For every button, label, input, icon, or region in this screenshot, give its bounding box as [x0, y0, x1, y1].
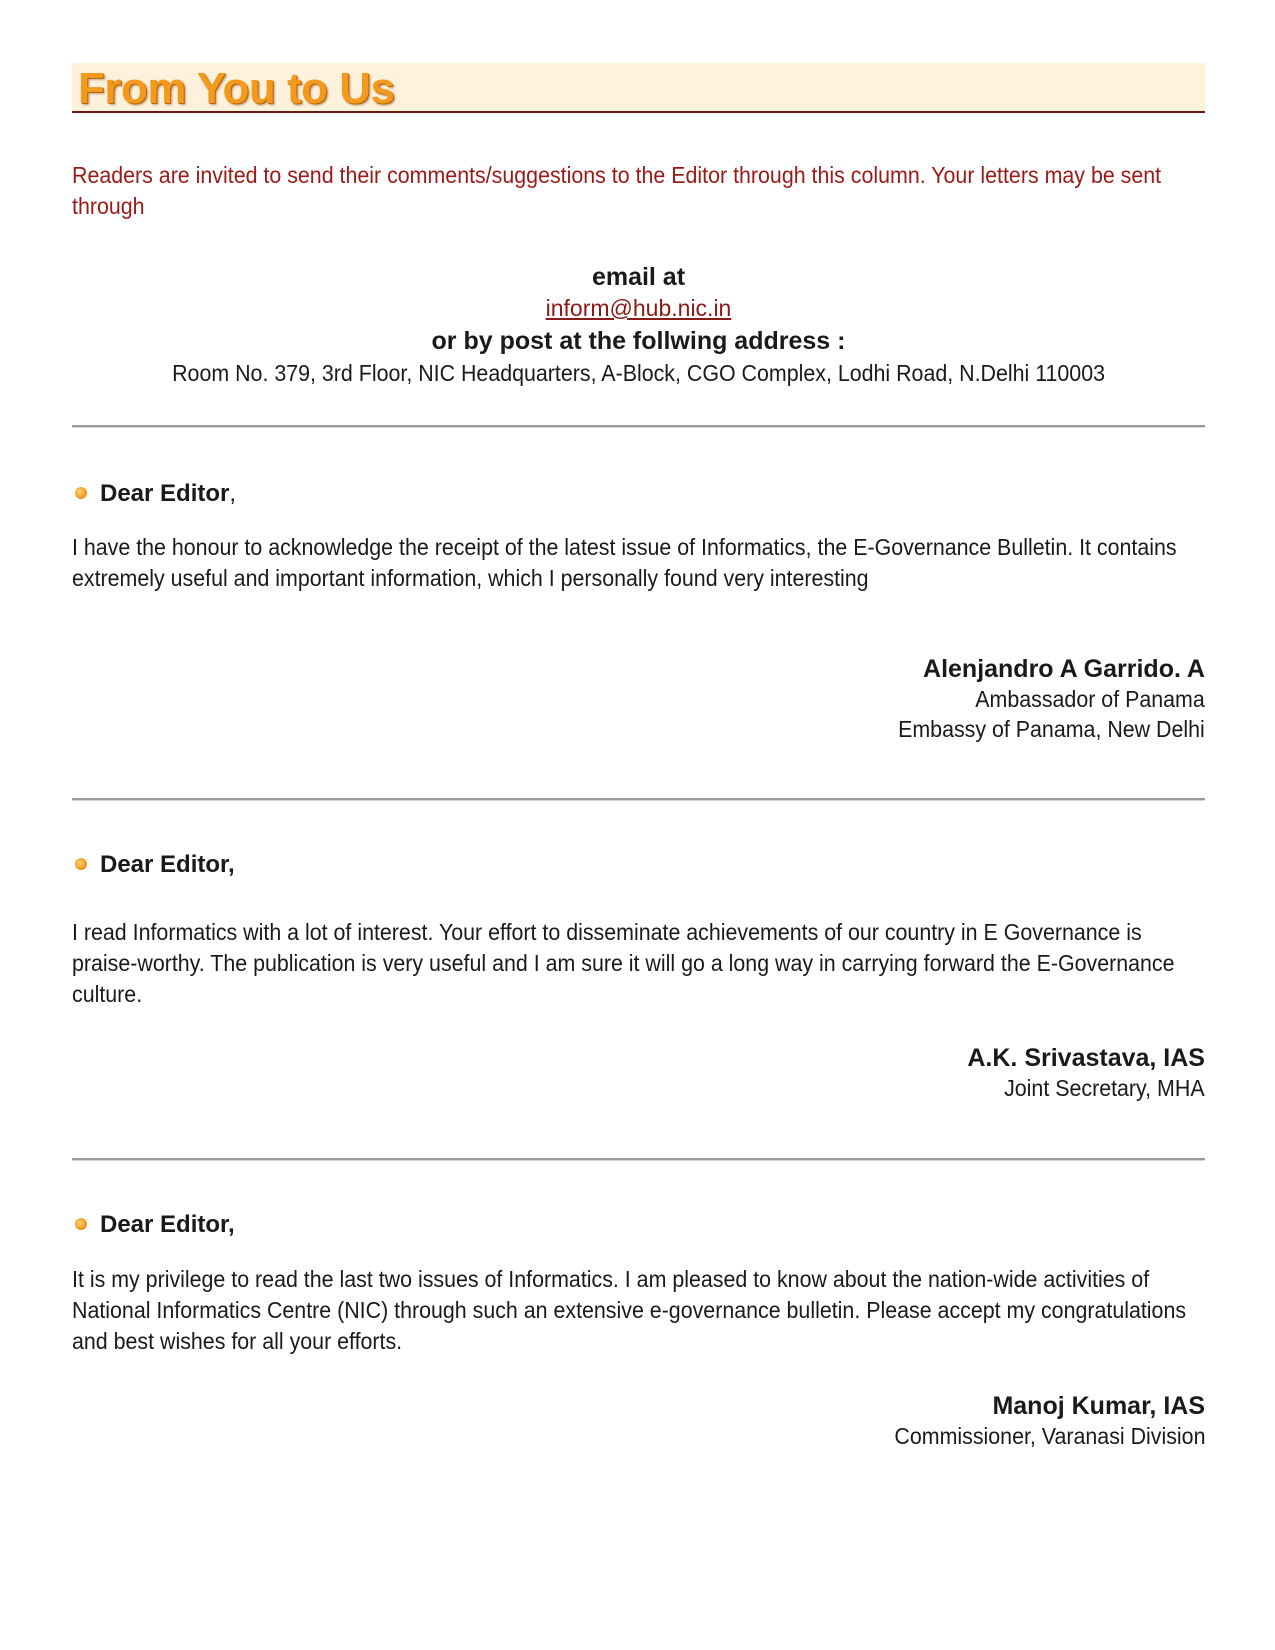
signature-title: Ambassador of Panama: [975, 686, 1205, 712]
email-link-row: [72, 294, 1205, 322]
title-banner: [72, 63, 1205, 113]
signature-organization: Embassy of Panama, New Delhi: [898, 716, 1205, 742]
greeting-text: Dear Editor,: [100, 851, 235, 878]
divider: [72, 1158, 1205, 1160]
greeting-punctuation: ,: [229, 480, 237, 507]
letter-body: I read Informatics with a lot of interest. Your effort to disseminate achievements of our country in E Governance is praise-worthy. The publication is very useful and I am sure it will go a long way in carrying forward the E-Governance culture.: [72, 919, 1175, 1007]
greeting-text: Dear Editor,: [100, 1211, 235, 1238]
postal-address: Room No. 379, 3rd Floor, NIC Headquarters, A-Block, CGO Complex, Lodhi Road, N.Delhi 110003: [172, 360, 1105, 386]
greeting-text: [100, 479, 236, 509]
signature-title: Joint Secretary, MHA: [1004, 1075, 1205, 1101]
letter-body: It is my privilege to read the last two issues of Informatics. I am pleased to know about the nation-wide activities of National Informatics Centre (NIC) through such an extensive e-governance bulletin. Please accept my congratulations and best wishes for all your efforts.: [72, 1266, 1187, 1354]
page-title: From You to Us: [78, 64, 395, 113]
letter-body: I have the honour to acknowledge the receipt of the latest issue of Informatics, the E-Governance Bulletin. It contains extremely useful and important information, which I personally found very interesting: [72, 534, 1177, 591]
email-heading: email at: [591, 263, 686, 291]
orange-dot-bullet-icon: [75, 487, 87, 499]
orange-dot-bullet-icon: [75, 1218, 87, 1230]
signature-name: A.K. Srivastava, IAS: [967, 1044, 1205, 1072]
divider: [72, 798, 1205, 800]
signature-name: Alenjandro A Garrido. A: [923, 655, 1205, 683]
signature-name: Manoj Kumar, IAS: [992, 1392, 1205, 1420]
postal-address-row: [72, 359, 1205, 387]
post-heading: or by post at the follwing address :: [431, 327, 846, 355]
greeting-label: Dear Editor: [100, 480, 230, 507]
letter-signature: [505, 654, 1205, 744]
letter-signature: [505, 1043, 1205, 1103]
divider: [72, 425, 1205, 427]
intro-text: Readers are invited to send their comments/suggestions to the Editor through this column. Your letters may be sent through: [72, 162, 1162, 219]
orange-dot-bullet-icon: [75, 858, 87, 870]
letter-signature: [505, 1391, 1205, 1451]
page: [72, 0, 1205, 1650]
signature-title: Commissioner, Varanasi Division: [893, 1423, 1205, 1449]
email-link[interactable]: inform@hub.nic.in: [545, 295, 732, 321]
